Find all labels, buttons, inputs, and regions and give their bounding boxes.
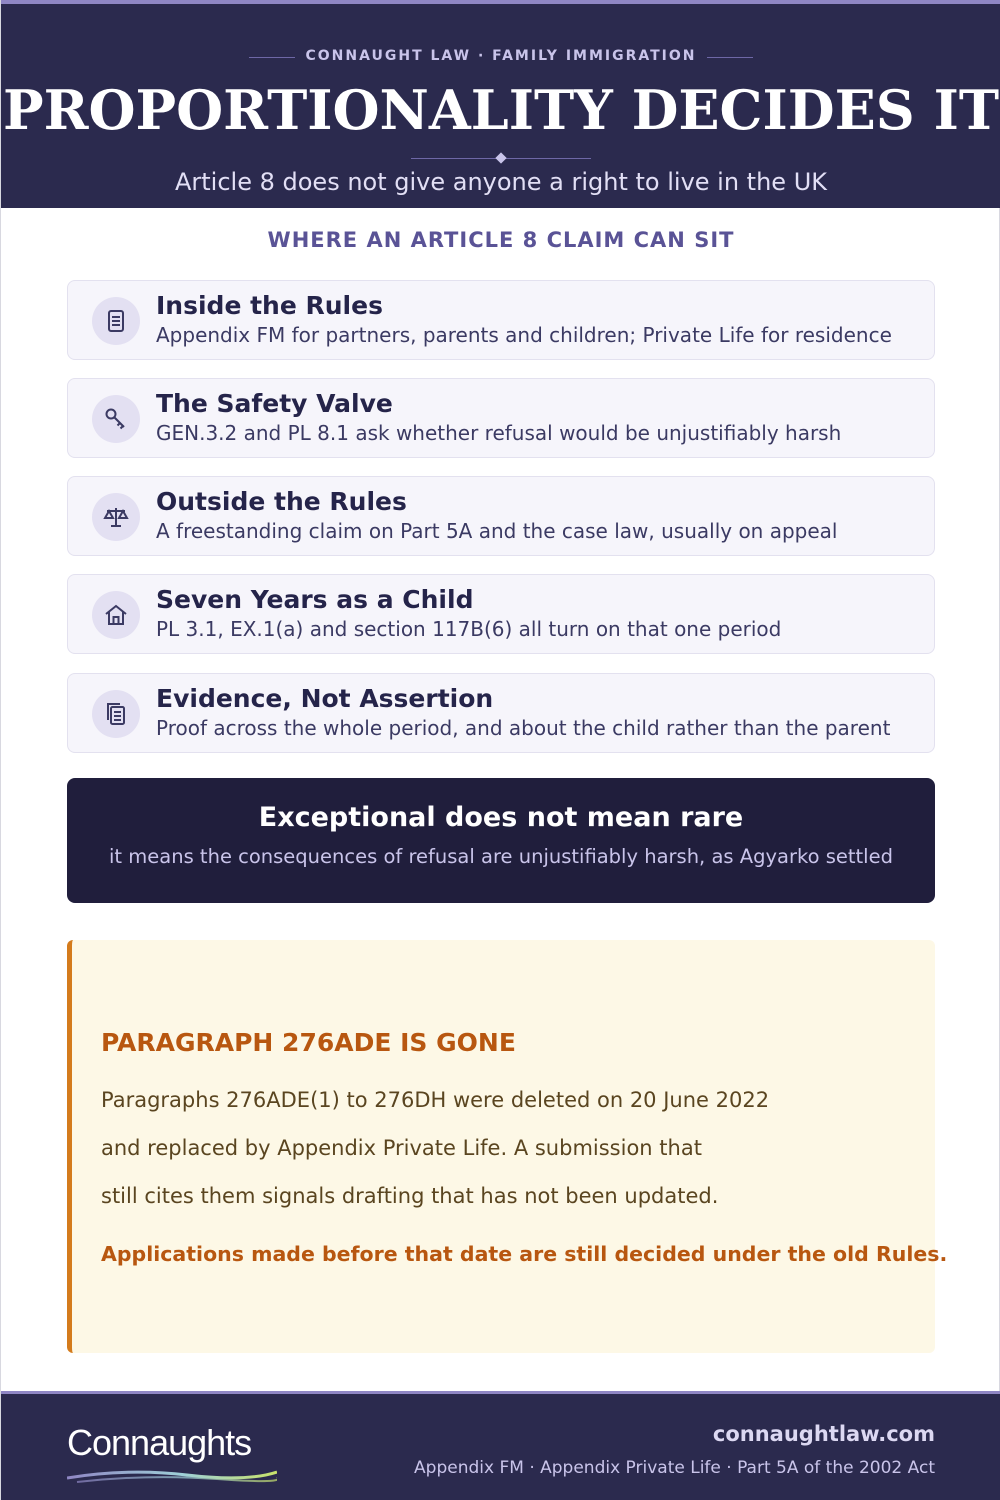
website-link[interactable]: connaughtlaw.com [712,1422,935,1446]
notice-box [67,940,948,1353]
card-title: The Safety Valve [156,389,393,418]
card-seven-years [67,574,935,654]
key-point-callout [67,778,935,903]
copy-documents-icon [92,690,140,738]
page-title: PROPORTIONALITY DECIDES IT [2,78,1000,142]
notice-line: and replaced by Appendix Private Life. A submission that [101,1136,702,1160]
callout-description: it means the consequences of refusal are unjustifiably harsh, as Agyarko settled [109,845,893,868]
card-description: Proof across the whole period, and about the child rather than the parent [156,716,891,740]
page-subtitle: Article 8 does not give anyone a right to live in the UK [174,168,828,196]
scales-icon [92,493,140,541]
card-title: Evidence, Not Assertion [156,684,494,713]
home-icon [92,591,140,639]
card-description: PL 3.1, EX.1(a) and section 117B(6) all turn on that one period [156,617,782,641]
card-description: GEN.3.2 and PL 8.1 ask whether refusal would be unjustifiably harsh [156,421,842,445]
brand-logo: Connaughts [67,1422,252,1463]
card-safety-valve [67,378,935,458]
footer-bar [1,1391,1000,1500]
card-outside-the-rules [67,476,935,556]
card-description: A freestanding claim on Part 5A and the case law, usually on appeal [156,519,838,543]
card-inside-the-rules [67,280,935,360]
card-title: Outside the Rules [156,487,407,516]
divider-diamond [495,152,506,163]
notice-emphasis: Applications made before that date are still decided under the old Rules. [101,1242,948,1266]
header-eyebrow: CONNAUGHT LAW · FAMILY IMMIGRATION [305,48,697,64]
callout-title: Exceptional does not mean rare [258,802,744,833]
document-icon [92,297,140,345]
eyebrow-rule-right [707,57,753,58]
card-description: Appendix FM for partners, parents and children; Private Life for residence [156,323,892,347]
card-title: Seven Years as a Child [156,585,474,614]
header-banner [1,0,1000,208]
notice-title: PARAGRAPH 276ADE IS GONE [101,1028,516,1057]
card-title: Inside the Rules [156,291,383,320]
footer-references: Appendix FM · Appendix Private Life · Part 5A of the 2002 Act [414,1458,935,1478]
key-icon [92,395,140,443]
section-heading: WHERE AN ARTICLE 8 CLAIM CAN SIT [267,228,735,252]
notice-line: still cites them signals drafting that has not been updated. [101,1184,719,1208]
notice-line: Paragraphs 276ADE(1) to 276DH were deleted on 20 June 2022 [101,1088,770,1112]
logo-swoosh-icon [67,1466,277,1486]
card-evidence [67,673,935,753]
